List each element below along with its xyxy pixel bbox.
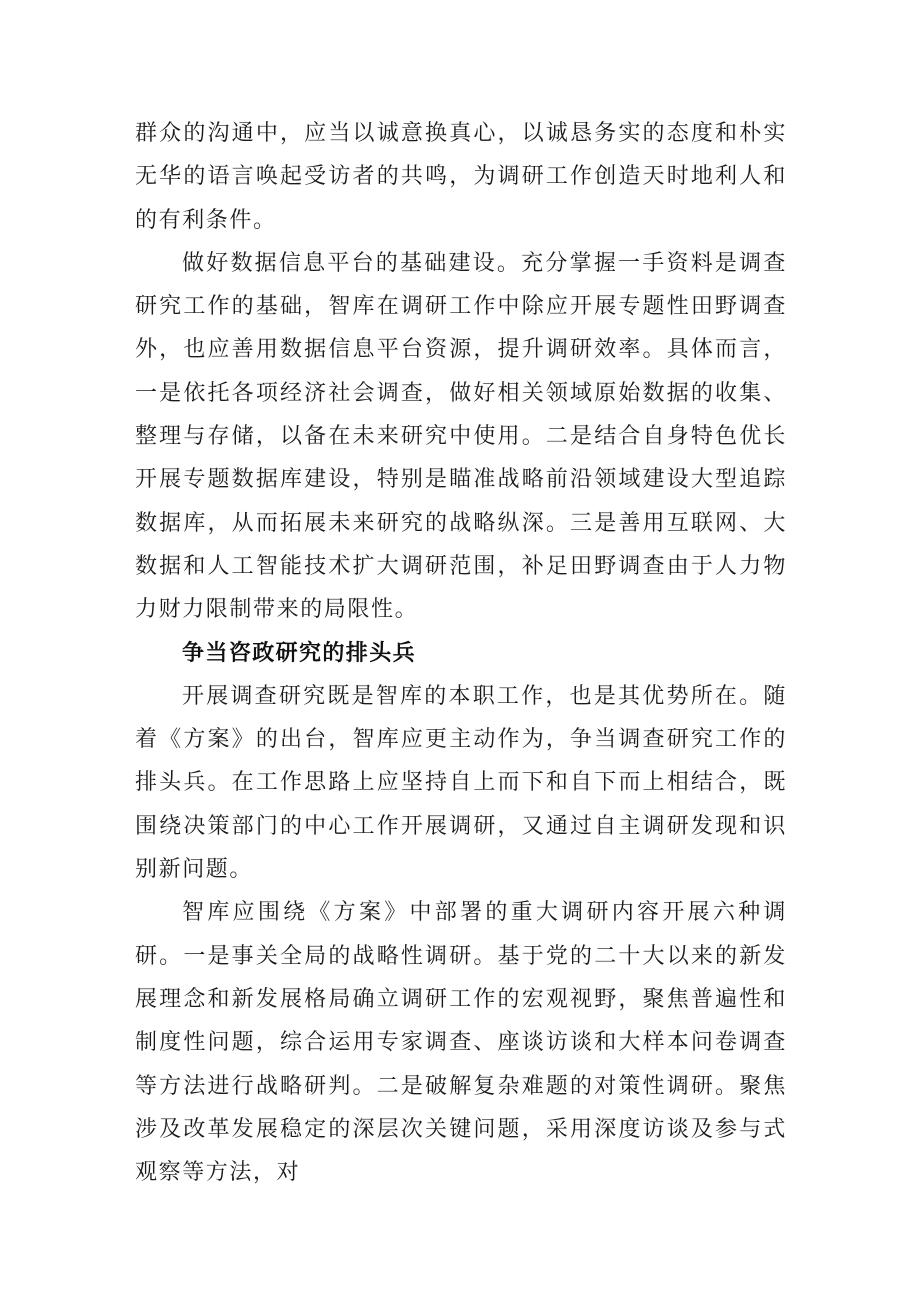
- section-heading: 争当咨政研究的排头兵: [182, 640, 417, 666]
- paragraph-consulting-research: 开展调查研究既是智库的本职工作，也是其优势所在。随着《方案》的出台，智库应更主动作为，争当调查研究工作的排头兵。在工作思路上应坚持自上而下和自下而上相结合，既围绕决策部门的中心工作开展调研，又通过自主调研发现和识别新问题。: [135, 683, 787, 883]
- paragraph-continuation: 群众的沟通中，应当以诚意换真心，以诚恳务实的态度和朴实无华的语言唤起受访者的共鸣，为调研工作创造天时地利人和的有利条件。: [135, 121, 787, 233]
- paragraph-six-types-research: 智库应围绕《方案》中部署的重大调研内容开展六种调研。一是事关全局的战略性调研。基于党的二十大以来的新发展理念和新发展格局确立调研工作的宏观视野，聚焦普遍性和制度性问题，综合运用专家调查、座谈访谈和大样本问卷调查等方法进行战略研判。二是破解复杂难题的对策性调研。聚焦涉及改革发展稳定的深层次关键问题，采用深度访谈及参与式观察等方法，对: [135, 900, 787, 1186]
- document-body: [135, 112, 787, 1194]
- paragraph-data-platform: 做好数据信息平台的基础建设。充分掌握一手资料是调查研究工作的基础，智库在调研工作中除应开展专题性田野调查外，也应善用数据信息平台资源，提升调研效率。具体而言，一是依托各项经济社会调查，做好相关领域原始数据的收集、整理与存储，以备在未来研究中使用。二是结合自身特色优长开展专题数据库建设，特别是瞄准战略前沿领域建设大型追踪数据库，从而拓展未来研究的战略纵深。三是善用互联网、大数据和人工智能技术扩大调研范围，补足田野调查由于人力物力财力限制带来的局限性。: [135, 250, 787, 623]
